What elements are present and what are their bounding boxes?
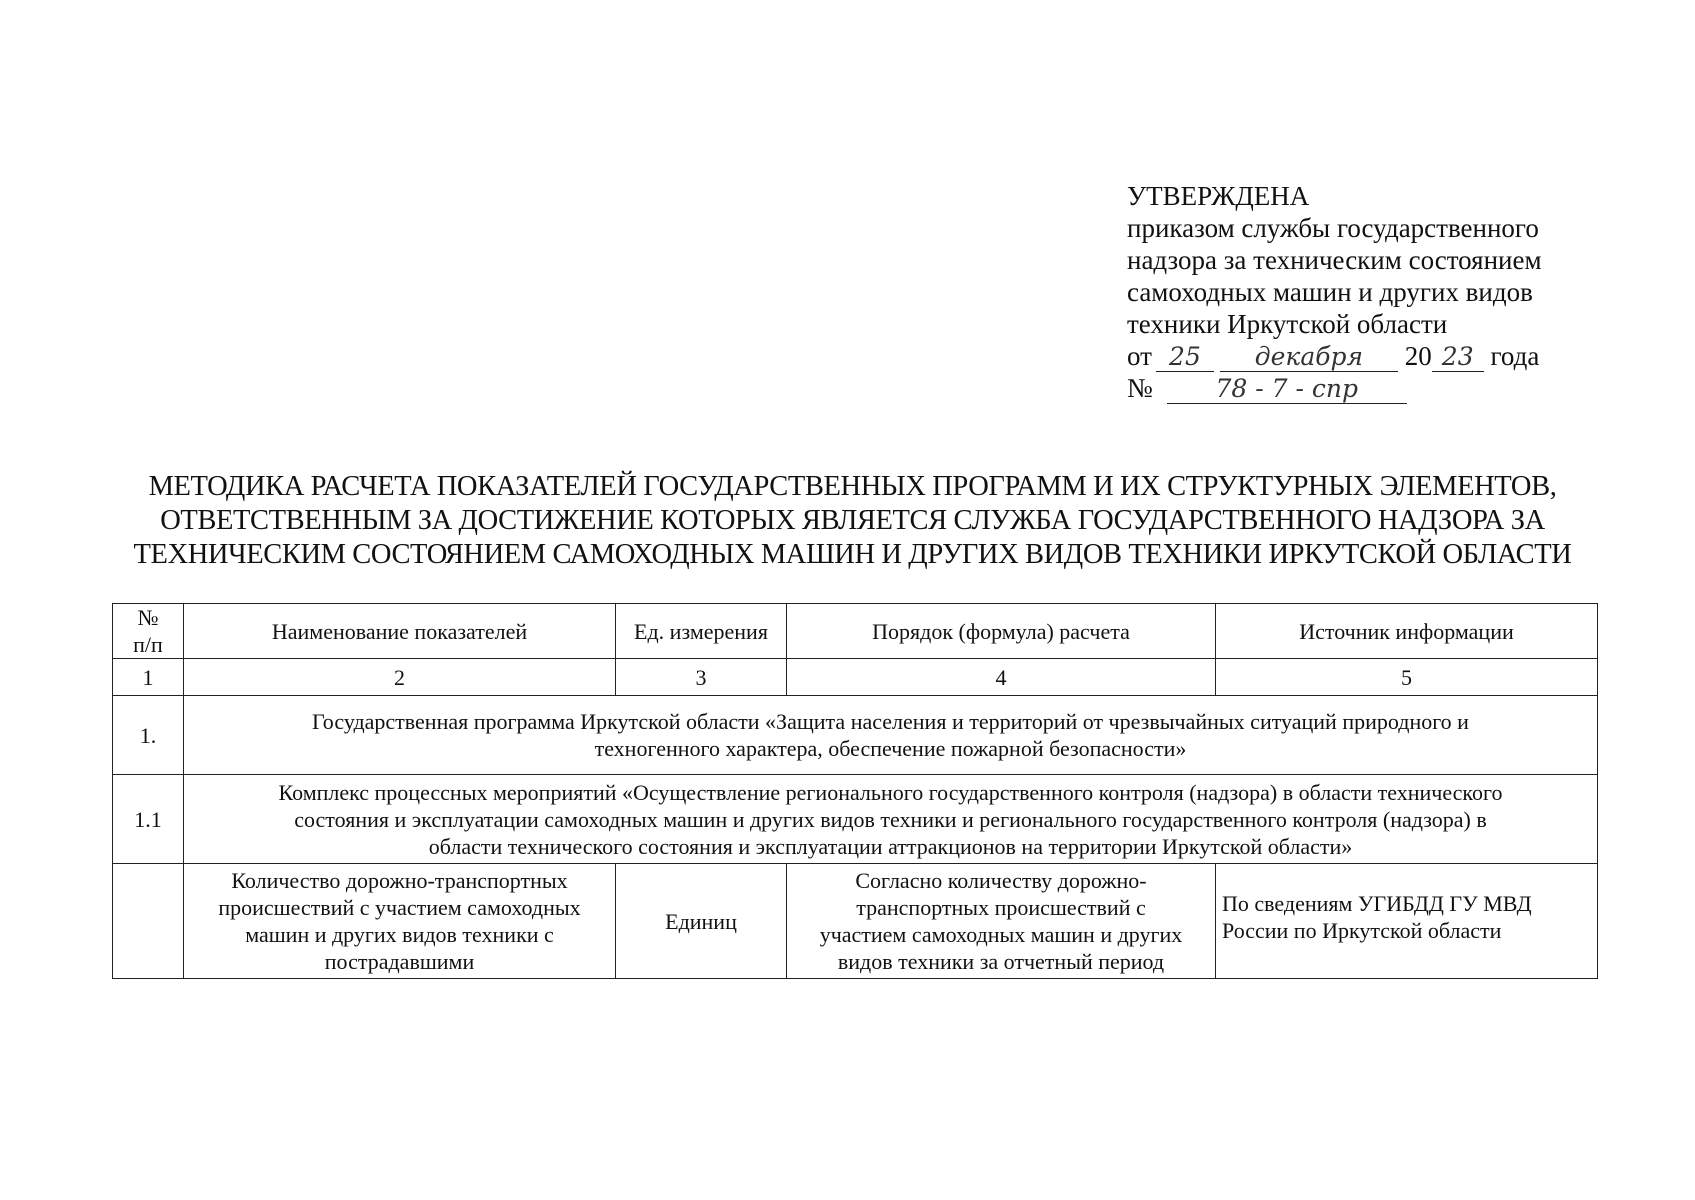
subsection-row xyxy=(113,775,1598,864)
approval-heading: УТВЕРЖДЕНА xyxy=(1127,181,1310,211)
row-name: Количество дорожно-транспортных происшествий с участием самоходных машин и других видов техники с пострадавшими xyxy=(184,864,616,979)
title-line: ТЕХНИЧЕСКИМ СОСТОЯНИЕМ САМОХОДНЫХ МАШИН И ДРУГИХ ВИДОВ ТЕХНИКИ ИРКУТСКОЙ ОБЛАСТИ xyxy=(133,539,1572,570)
subsection-title: Комплекс процессных мероприятий «Осуществление регионального государственного контроля (надзора) в области технического состояния и эксплуатации самоходных машин и других видов техники и регионального государственного контроля (надзора) в области технического состояния и эксплуатации аттракционов на территории Иркутской области» xyxy=(184,775,1598,864)
header-formula: Порядок (формула) расчета xyxy=(787,604,1216,659)
header-unit: Ед. измерения xyxy=(616,604,787,659)
header-source: Источник информации xyxy=(1216,604,1598,659)
table-header-row xyxy=(113,604,1598,659)
date-month-handwritten: декабря xyxy=(1220,344,1398,372)
title-line: ОТВЕТСТВЕННЫМ ЗА ДОСТИЖЕНИЕ КОТОРЫХ ЯВЛЯЕТСЯ СЛУЖБА ГОСУДАРСТВЕННОГО НАДЗОРА ЗА xyxy=(160,505,1545,536)
section-row xyxy=(113,696,1598,775)
row-formula: Согласно количеству дорожно- транспортных происшествий с участием самоходных машин и других видов техники за отчетный период xyxy=(787,864,1216,979)
approval-line: техники Иркутской области xyxy=(1127,309,1448,339)
row-unit: Единиц xyxy=(616,864,787,979)
section-num: 1. xyxy=(113,696,184,775)
row-source: По сведениям УГИБДД ГУ МВД России по Иркутской области xyxy=(1216,864,1598,979)
year-suffix-handwritten: 23 xyxy=(1432,344,1484,372)
title-line: МЕТОДИКА РАСЧЕТА ПОКАЗАТЕЛЕЙ ГОСУДАРСТВЕННЫХ ПРОГРАММ И ИХ СТРУКТУРНЫХ ЭЛЕМЕНТОВ, xyxy=(148,471,1557,502)
year-word: года xyxy=(1490,341,1540,371)
column-number: 4 xyxy=(787,659,1216,696)
row-num xyxy=(113,864,184,979)
date-prefix: от xyxy=(1127,341,1152,371)
approval-block xyxy=(1127,180,1647,404)
column-number: 3 xyxy=(616,659,787,696)
approval-number xyxy=(1127,372,1647,404)
document-title xyxy=(100,470,1605,572)
indicators-table xyxy=(112,603,1598,979)
approval-date xyxy=(1127,340,1647,372)
table-row xyxy=(113,864,1598,979)
year-prefix: 20 xyxy=(1404,341,1432,371)
header-name: Наименование показателей xyxy=(184,604,616,659)
subsection-num: 1.1 xyxy=(113,775,184,864)
number-handwritten: 78 - 7 - спр xyxy=(1167,376,1407,404)
section-title: Государственная программа Иркутской области «Защита населения и территорий от чрезвычайных ситуаций природного и техногенного характера, обеспечение пожарной безопасности» xyxy=(184,696,1598,775)
column-number: 5 xyxy=(1216,659,1598,696)
date-day-handwritten: 25 xyxy=(1156,344,1214,372)
approval-line: самоходных машин и других видов xyxy=(1127,277,1533,307)
number-prefix: № xyxy=(1127,373,1153,403)
approval-line: надзора за техническим состоянием xyxy=(1127,245,1542,275)
column-number: 1 xyxy=(113,659,184,696)
column-number-row xyxy=(113,659,1598,696)
header-num: № п/п xyxy=(113,604,184,659)
approval-line: приказом службы государственного xyxy=(1127,213,1539,243)
column-number: 2 xyxy=(184,659,616,696)
